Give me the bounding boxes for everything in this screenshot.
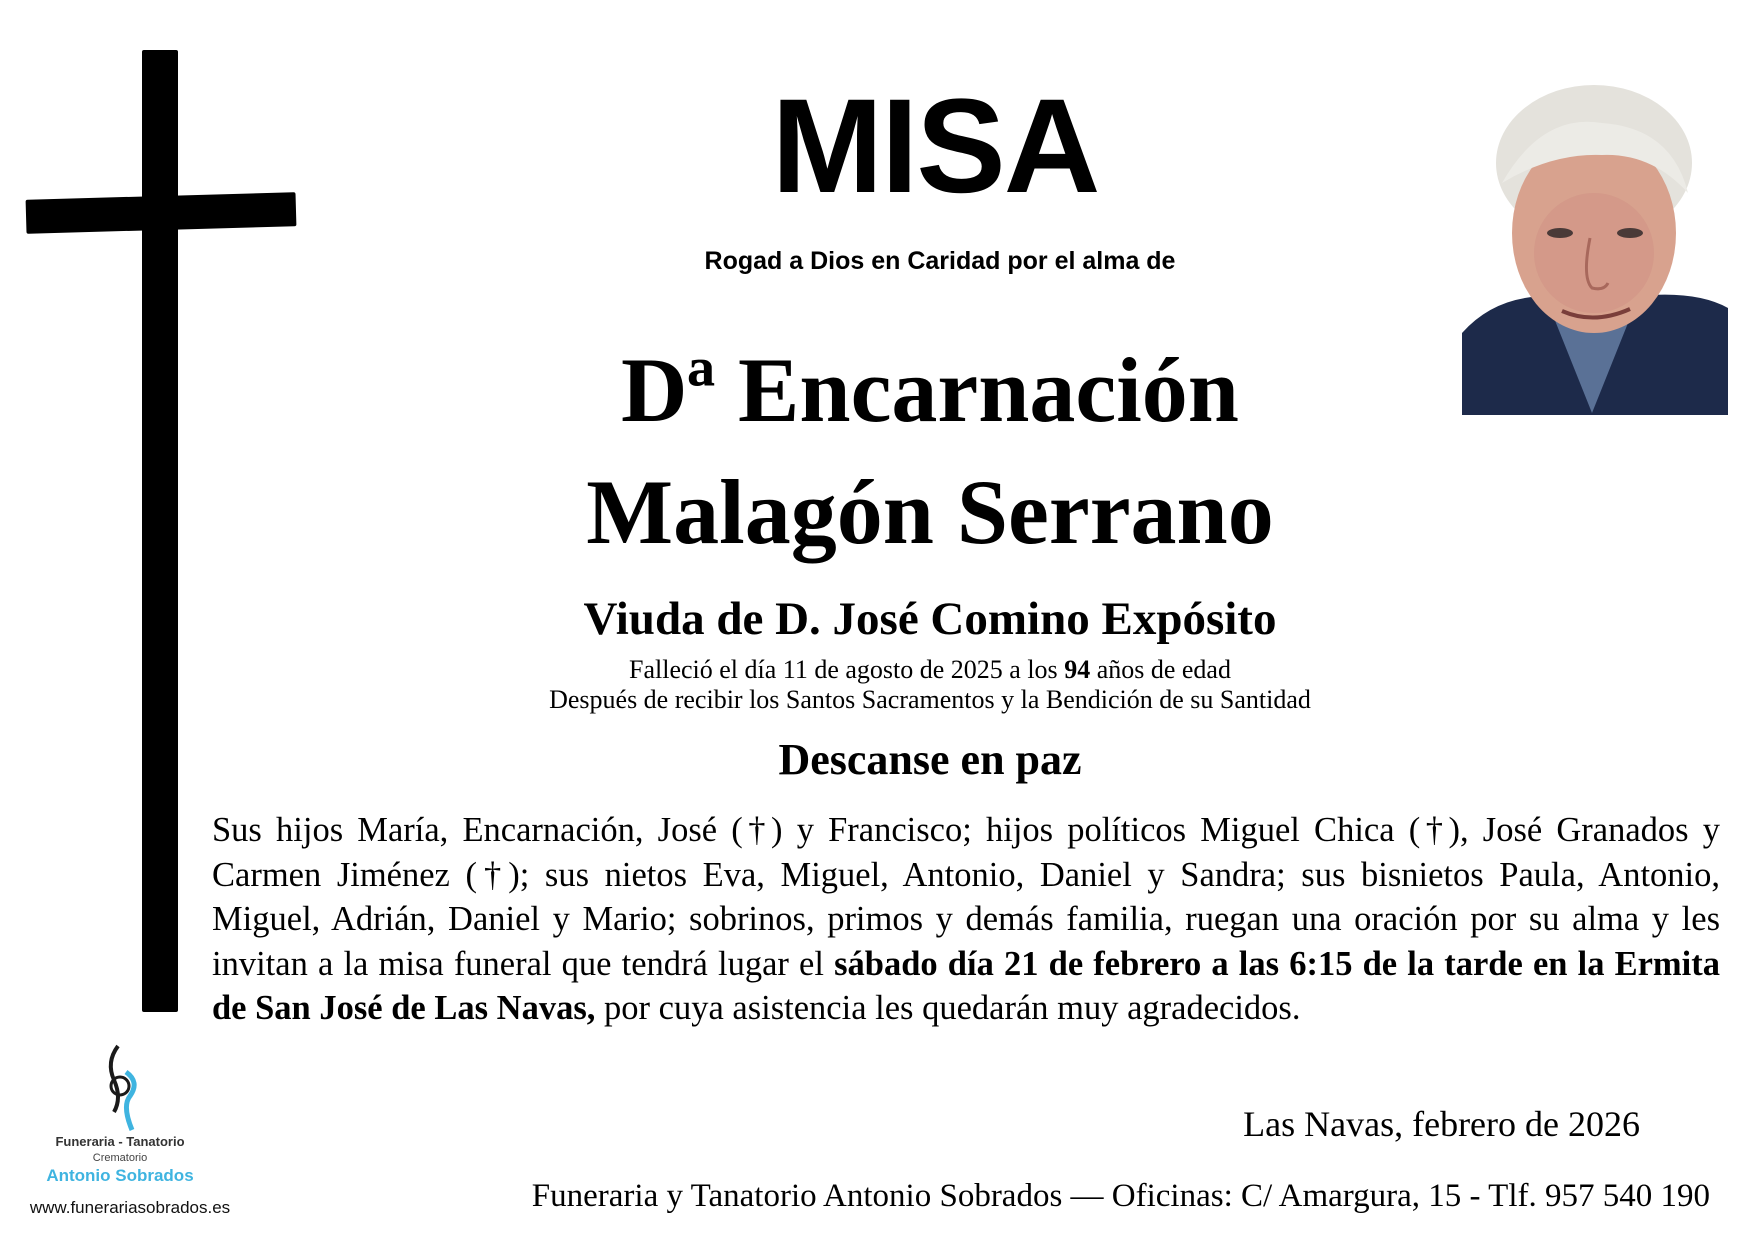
death-date-line: [420, 654, 1440, 685]
body-paragraph: [212, 808, 1720, 1031]
subtitle: Rogad a Dios en Caridad por el alma de: [704, 247, 1176, 275]
place-date: Las Navas, febrero de 2026: [1243, 1104, 1640, 1144]
website-link[interactable]: www.funerariasobrados.es: [29, 1198, 231, 1217]
deceased-name-line-1: Dª Encarnación: [621, 339, 1239, 441]
sacraments-line: Después de recibir los Santos Sacramentos y la Bendición de su Santidad: [549, 685, 1311, 714]
logo-line-3: Antonio Sobrados: [46, 1166, 194, 1185]
portrait-photo: [1462, 83, 1728, 415]
deceased-name-line-2: Malagón Serrano: [586, 461, 1274, 563]
page-title: MISA: [771, 72, 1099, 221]
age-value: 94: [1064, 655, 1091, 684]
funeral-home-logo-icon: [96, 1042, 148, 1134]
logo-line-1: Funeraria - Tanatorio: [55, 1134, 185, 1149]
death-suffix: años de edad: [1090, 655, 1231, 684]
closing-text: por cuya asistencia les quedarán muy agradecidos.: [595, 989, 1301, 1027]
rest-in-peace-heading: Descanse en paz: [778, 735, 1082, 784]
family-text: Sus hijos María, Encarnación, José (†) y Francisco; hijos políticos Miguel Chica (†), José Granados y Carmen Jiménez (†); sus nietos Eva, Miguel, Antonio, Daniel y Sandra; sus bisnietos Paula, Antonio, Miguel, Adrián, Daniel y Mario; sobrinos, primos y demás familia, ruegan una oración por su alma y les invitan a la misa funeral que tendrá lugar el: [212, 811, 1720, 983]
logo-line-2: Crematorio: [92, 1152, 148, 1164]
death-prefix: Falleció el día 11 de agosto de 2025 a los: [629, 655, 1065, 684]
cross-vertical-bar: [142, 50, 178, 1012]
widow-of-line: Viuda de D. José Comino Expósito: [583, 593, 1277, 645]
event-details: sábado día 21 de febrero a las 6:15 de la tarde en la Ermita de San José de Las Navas,: [212, 944, 1720, 1027]
footer-contact: Funeraria y Tanatorio Antonio Sobrados — Oficinas: C/ Amargura, 15 - Tlf. 957 540 190: [531, 1178, 1710, 1214]
portrait-photo-icon: [1462, 83, 1728, 415]
cross-horizontal-bar: [26, 192, 297, 234]
